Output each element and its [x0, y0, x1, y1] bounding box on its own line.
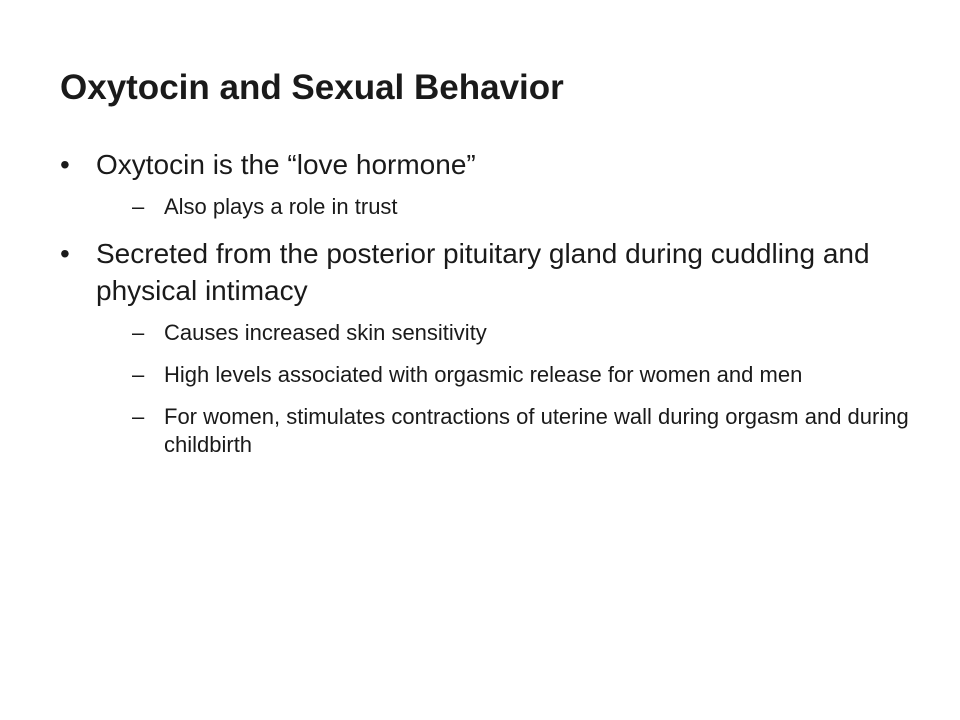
bullet-icon: •	[60, 149, 70, 180]
sub-bullet-text: Also plays a role in trust	[164, 194, 398, 219]
bullet-text: Secreted from the posterior pituitary gland during cuddling and physical intimacy	[96, 238, 870, 306]
sub-bullet-text: High levels associated with orgasmic release for women and men	[164, 362, 803, 387]
sub-bullet-point	[60, 403, 920, 459]
slide-content	[60, 146, 920, 473]
sub-bullet-point	[60, 193, 920, 221]
sub-bullet-point	[60, 319, 920, 347]
bullet-icon: •	[60, 238, 70, 269]
sub-bullet-point	[60, 361, 920, 389]
slide-title: Oxytocin and Sexual Behavior	[60, 68, 564, 107]
sub-bullet-text: For women, stimulates contractions of uterine wall during orgasm and during childbirth	[164, 404, 909, 457]
dash-icon: –	[132, 194, 145, 219]
sub-bullet-text: Causes increased skin sensitivity	[164, 320, 487, 345]
bullet-point	[60, 146, 920, 183]
bullet-text: Oxytocin is the “love hormone”	[96, 149, 476, 180]
dash-icon: –	[132, 362, 145, 387]
dash-icon: –	[132, 404, 145, 429]
dash-icon: –	[132, 320, 145, 345]
bullet-point	[60, 235, 920, 309]
